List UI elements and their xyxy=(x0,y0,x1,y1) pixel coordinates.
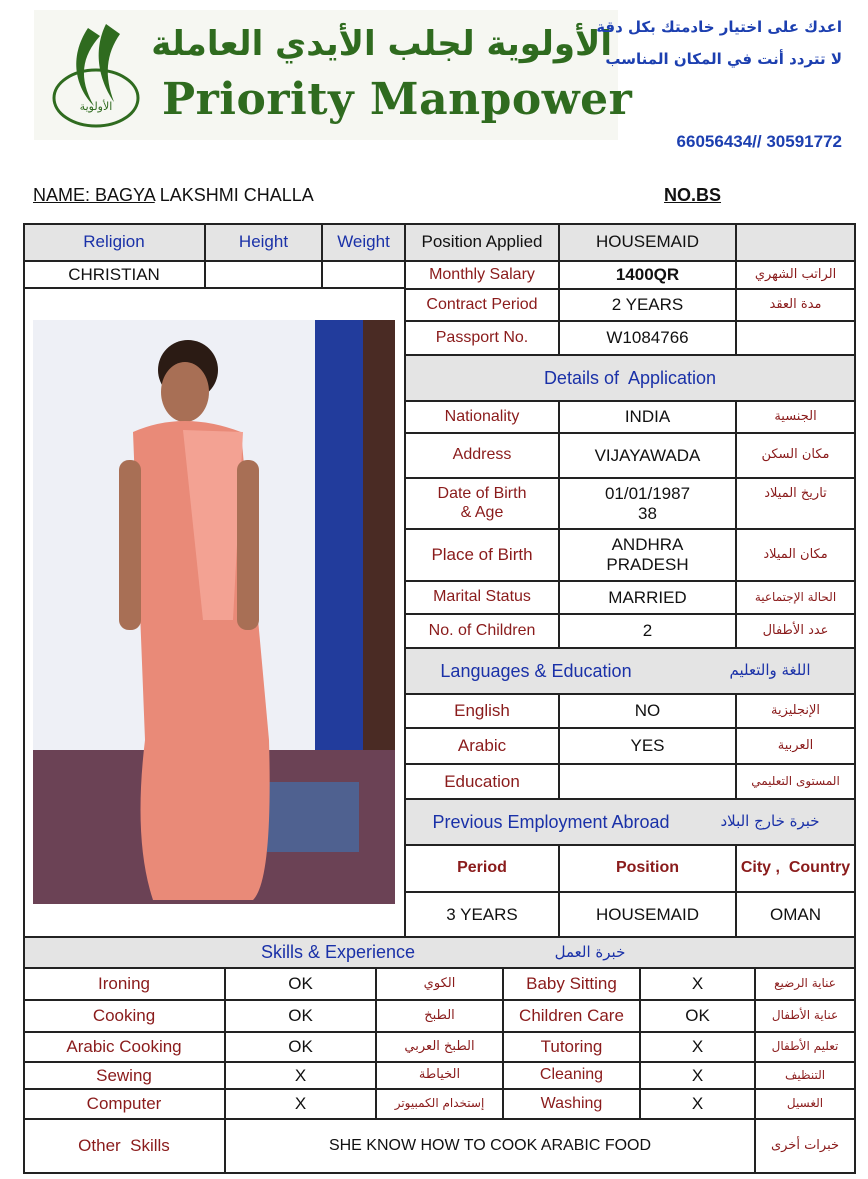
marital-status-ar: الحالة الإجتماعية xyxy=(754,589,837,604)
skill-ironing-ar: الكوي xyxy=(423,975,456,991)
skill-children-care-label: Children Care xyxy=(519,1006,624,1026)
skill-tutoring-label: Tutoring xyxy=(540,1037,603,1057)
name-rest: LAKSHMI CHALLA xyxy=(154,185,314,205)
previous-period-value: 3 YEARS xyxy=(446,904,518,924)
skill-children-care-ar: عناية الأطفال xyxy=(771,1008,839,1023)
english-ar: الإنجليزية xyxy=(770,702,821,718)
passport-value: W1084766 xyxy=(606,328,689,348)
skill-arabic-cooking-label: Arabic Cooking xyxy=(66,1037,182,1057)
arabic-ar: العربية xyxy=(777,737,814,753)
skill-cleaning-value: X xyxy=(691,1065,704,1085)
place-of-birth-ar: مكان الميلاد xyxy=(763,546,828,562)
religion-header: Religion xyxy=(83,232,145,252)
skill-ironing-value: OK xyxy=(288,974,313,994)
skill-washing-label: Washing xyxy=(540,1094,603,1112)
position-applied-label: Position Applied xyxy=(421,232,543,252)
skill-washing-ar: الغسيل xyxy=(786,1096,824,1111)
passport-label: Passport No. xyxy=(435,328,529,346)
english-value: NO xyxy=(634,701,661,721)
skill-cleaning-ar: التنظيف xyxy=(784,1067,826,1082)
contract-period-value: 2 YEARS xyxy=(611,295,684,315)
previous-country-value: OMAN xyxy=(770,904,821,924)
dob-age-label: Date of Birth & Age xyxy=(437,485,527,521)
monthly-salary-label: Monthly Salary xyxy=(429,265,535,283)
previous-period-header: Period xyxy=(457,859,507,877)
address-label: Address xyxy=(452,446,512,464)
skill-ironing-label: Ironing xyxy=(98,974,150,994)
passport-ar xyxy=(737,322,854,354)
skills-title-ar: خبرة العمل xyxy=(554,942,626,961)
education-label: Education xyxy=(444,771,520,791)
marital-status-value: MARRIED xyxy=(608,587,687,607)
skill-arabic-cooking-ar: الطبخ العربي xyxy=(404,1038,475,1054)
skills-title: Skills & Experience xyxy=(260,942,416,963)
dob-age-value: 01/01/1987 38 xyxy=(604,483,691,523)
languages-title-ar: اللغة والتعليم xyxy=(729,661,811,680)
slogan-line-2: لا تتردد أنت في المكان المناسب xyxy=(605,50,842,68)
skill-baby-sitting-value: X xyxy=(691,974,704,994)
skill-cooking-label: Cooking xyxy=(92,1006,156,1026)
contract-period-ar: مدة العقد xyxy=(769,296,822,312)
place-of-birth-label: Place of Birth xyxy=(431,545,533,565)
previous-title-ar: خبرة خارج البلاد xyxy=(720,812,820,831)
skill-washing-value: X xyxy=(691,1094,704,1114)
skill-arabic-cooking-value: OK xyxy=(288,1037,313,1057)
arabic-value: YES xyxy=(630,736,665,756)
religion-value: CHRISTIAN xyxy=(68,264,160,284)
english-label: English xyxy=(454,701,510,721)
address-value: VIJAYAWADA xyxy=(594,445,701,465)
contract-period-label: Contract Period xyxy=(426,295,538,313)
address-ar: مكان السكن xyxy=(761,447,830,463)
other-skills-value: SHE KNOW HOW TO COOK ARABIC FOOD xyxy=(328,1136,652,1154)
skill-cleaning-label: Cleaning xyxy=(539,1066,604,1084)
other-skills-label: Other Skills xyxy=(78,1136,170,1156)
skill-cooking-ar: الطبخ xyxy=(424,1007,455,1023)
skill-baby-sitting-ar: عناية الرضيع xyxy=(774,976,836,991)
skill-sewing-ar: الخياطة xyxy=(418,1067,461,1083)
nationality-ar: الجنسية xyxy=(774,408,817,424)
arabic-label: Arabic xyxy=(457,736,507,756)
education-value xyxy=(560,765,735,798)
skill-children-care-value: OK xyxy=(685,1006,710,1026)
skill-baby-sitting-label: Baby Sitting xyxy=(526,974,617,994)
company-english-name xyxy=(162,74,633,130)
height-value xyxy=(206,262,321,287)
skill-computer-ar: إستخدام الكمبيوتر xyxy=(394,1096,485,1111)
monthly-salary-value: 1400QR xyxy=(615,265,680,285)
company-logo xyxy=(48,18,144,130)
previous-title: Previous Employment Abroad xyxy=(432,811,670,832)
skill-sewing-value: X xyxy=(294,1065,307,1085)
weight-header: Weight xyxy=(337,232,390,252)
skill-cooking-value: OK xyxy=(288,1006,313,1026)
previous-position-value: HOUSEMAID xyxy=(596,904,699,924)
dob-ar: تاريخ الميلاد xyxy=(764,485,827,501)
nationality-label: Nationality xyxy=(444,407,520,425)
skill-computer-label: Computer xyxy=(86,1094,162,1114)
education-ar: المستوى التعليمي xyxy=(751,773,840,788)
slogan-line-1: اعدك على اختيار خادمتك بكل دقة xyxy=(596,18,842,36)
languages-title: Languages & Education xyxy=(440,660,632,681)
marital-status-label: Marital Status xyxy=(433,588,531,606)
previous-position-header: Position xyxy=(615,859,680,877)
children-ar: عدد الأطفال xyxy=(762,622,829,638)
details-title: Details of Application xyxy=(543,367,717,388)
place-of-birth-value: ANDHRA PRADESH xyxy=(606,535,689,574)
weight-value xyxy=(323,262,404,287)
phone-numbers: 66056434// 30591772 xyxy=(676,132,842,151)
position-applied-value: HOUSEMAID xyxy=(596,232,699,252)
children-label: No. of Children xyxy=(428,621,536,639)
candidate-photo xyxy=(33,320,395,904)
company-english-name-text: Priority Manpower xyxy=(162,74,633,125)
company-arabic-name: الأولوية لجلب الأيدي العاملة xyxy=(151,24,612,64)
height-header: Height xyxy=(238,232,289,252)
other-skills-ar: خبرات أخرى xyxy=(770,1137,840,1153)
name-label: NAME: BAGYA xyxy=(33,185,155,205)
candidate-name xyxy=(33,185,453,207)
skill-sewing-label: Sewing xyxy=(96,1065,152,1085)
nationality-value: INDIA xyxy=(624,407,671,427)
reference-number: NO.BS xyxy=(664,185,722,205)
previous-country-header: City , Country xyxy=(740,859,851,877)
skill-tutoring-ar: تعليم الأطفال xyxy=(771,1039,839,1054)
logo-text: الأولوية xyxy=(79,100,113,113)
monthly-salary-ar: الراتب الشهري xyxy=(754,266,837,282)
skill-tutoring-value: X xyxy=(691,1037,704,1057)
skill-computer-value: X xyxy=(294,1094,307,1114)
children-value: 2 xyxy=(642,621,653,641)
